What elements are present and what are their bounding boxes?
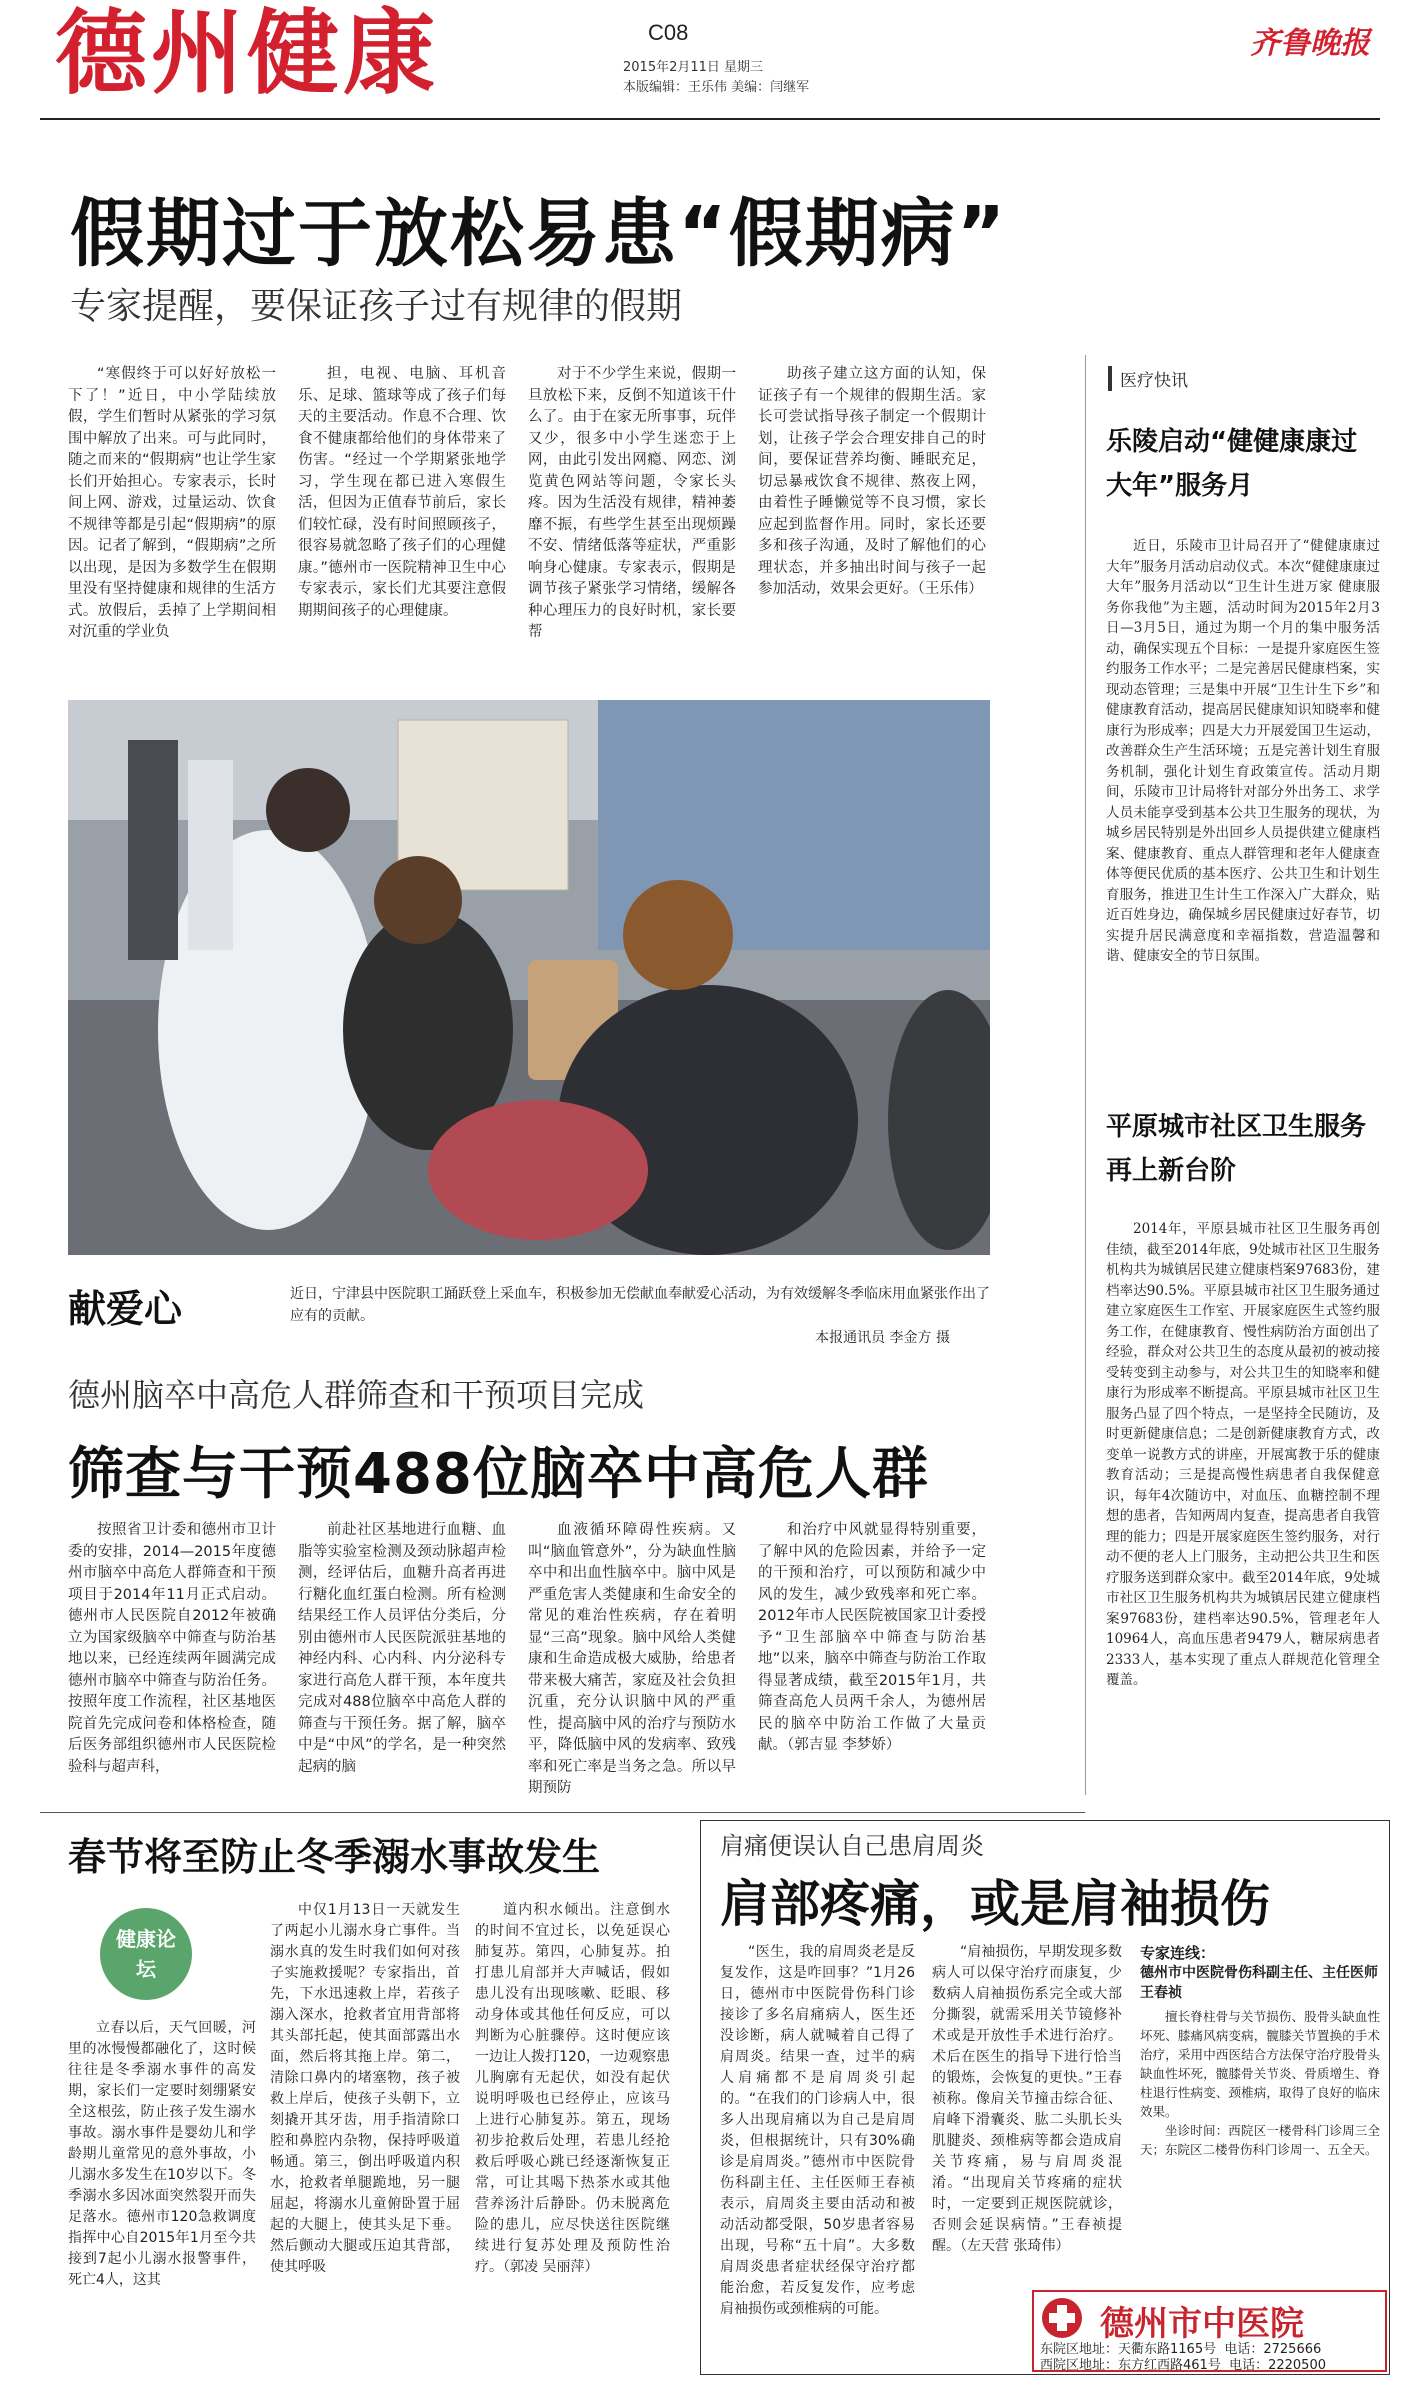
expert-panel: [1140, 1942, 1380, 2159]
lead-subhead: 专家提醒，要保证孩子过有规律的假期: [70, 286, 683, 327]
brief-item-leling: [1070, 420, 1380, 967]
shoulder-column-2: “肩袖损伤，早期发现多数病人可以保守治疗而康复，少数病人肩袖损伤系完全或大部分撕裂，就需采用关节镜修补术或是开放性手术进行治疗。术后在医生的指导下进行恰当的锻炼，会恢复的更快。”王春祯称。像肩关节撞击综合征、肩峰下滑囊炎、肱二头肌长头肌腱炎、颈椎病等都会造成肩关节疼痛，易与肩周炎混淆。“出现肩关节疼痛的症状时，一定要到正规医院就诊，否则会延误病情。”王春祯提醒。（左天营 张琦伟）: [932, 1944, 1122, 2254]
briefs-tag: 医疗快讯: [1108, 366, 1188, 391]
blood-donation-photo: [68, 700, 990, 1255]
issue-info: [623, 58, 809, 98]
hospital-logo-icon: [1040, 2296, 1084, 2340]
shoulder-subhead: 肩痛便误认自己患肩周炎: [720, 1832, 984, 1860]
brief-body: 近日，乐陵市卫计局召开了“健健康康过大年”服务月活动启动仪式。本次“健健康康过大年”服务月活动以“卫生计生进万家 健康服务你我他”为主题，活动时间为2015年2月3日—3月5日，通过为期一个月的集中服务活动，确保实现五个目标：一是提升家庭医生签约服务工作水平；二是完善居民健康档案，实现动态管理；三是集中开展“卫生计生下乡”和健康教育活动，提高居民健康知识知晓率和健康行为形成率；四是大力开展爱国卫生运动，改善群众生产生活环境；五是完善计划生育服务机制，强化计划生育政策宣传。活动月期间，乐陵市卫计局将针对部分外出务工、求学人员未能享受到基本公共卫生服务的现状，为城乡居民特别是外出回乡人员提供建立健康档案、健康教育、重点人群管理和老年人健康查体等便民优质的基本医疗、公共卫生和计划生育服务，推进卫生计生工作深入广大群众，贴近百姓身边，确保城乡居民健康过好春节，切实提升居民满意度和幸福指数，营造温馨和谐、健康安全的节日氛围。: [1106, 538, 1380, 964]
issue-editors: 本版编辑：王乐伟 美编：闫继军: [623, 80, 810, 95]
brief-item-pingyuan: [1070, 1105, 1380, 1691]
hospital-address: [1040, 2342, 1326, 2374]
lead-column-2: 担，电视、电脑、耳机音乐、足球、篮球等成了孩子们每天的主要活动。作息不合理、饮食不健康都给他们的身体带来了伤害。“经过一个学期紧张地学习，学生现在都已进入寒假生活，但因为正值春节前后，家长们较忙碌，没有时间照顾孩子，很容易就忽略了孩子们的心理健康。”德州市一医院精神卫生中心专家表示，家长们尤其要注意假期期间孩子的心理健康。: [298, 366, 506, 619]
hospital-east-phone: 电话：2725666: [1224, 2342, 1322, 2357]
section-rule: [40, 1812, 1085, 1813]
hospital-west-address: 西院区地址：东方红西路461号: [1040, 2358, 1221, 2373]
drowning-column-1: 立春以后，天气回暖，河里的冰慢慢都融化了，这时候往往是冬季溺水事件的高发期，家长们一定要时刻绷紧安全这根弦，防止孩子发生溺水事故。溺水事件是婴幼儿和学龄期儿童常见的意外事故，小儿溺水多发生在10岁以下。冬季溺水多因冰面突然裂开而失足落水。德州市120急救调度指挥中心自2015年1月至今共接到7起小儿溺水报警事件，死亡4人，这其: [68, 2020, 256, 2288]
stroke-column-1: 按照省卫计委和德州市卫计委的安排，2014—2015年度德州市脑卒中高危人群筛查和干预项目于2014年11月正式启动。德州市人民医院自2012年被确立为国家级脑卒中筛查与防治基地以来，已经连续两年圆满完成德州市脑卒中筛查与防治任务。按照年度工作流程，社区基地医院首先完成问卷和体格检查，随后医务部组织德州市人民医院检验科与超声科，: [68, 1522, 276, 1775]
issue-date: 2015年2月11日 星期三: [623, 60, 764, 75]
expert-bio: 擅长脊柱骨与关节损伤、股骨头缺血性坏死、膝痛风病变病，髋膝关节置换的手术治疗，采用中西医结合方法保守治疗股骨头缺血性坏死，髋膝骨关节炎、骨质增生、脊柱退行性病变、颈椎病，取得了良好的临床效果。: [1140, 2009, 1380, 2119]
hospital-west-phone: 电话：2220500: [1229, 2358, 1326, 2373]
lead-column-3: 对于不少学生来说，假期一旦放松下来，反倒不知道该干什么了。由于在家无所事事，玩伴又少，很多中小学生迷恋于上网，由此引发出网瘾、网恋、浏览黄色网站等问题，令家长头疼。因为生活没有规律，精神萎靡不振，有些学生甚至出现烦躁不安、情绪低落等症状，严重影响身心健康。专家表示，假期是调节孩子紧张学习情绪，缓解各种心理压力的良好时机，家长要帮: [528, 366, 736, 640]
badge-label: 健康论坛: [116, 1927, 176, 1981]
page-number: C08: [648, 20, 689, 45]
photo-credit: 本报通讯员 李金方 摄: [815, 1330, 950, 1346]
newspaper-logo: 齐鲁晚报: [1250, 26, 1370, 61]
hospital-east-address: 东院区地址：天衢东路1165号: [1040, 2342, 1217, 2357]
stroke-column-4: 和治疗中风就显得特别重要，了解中风的危险因素，并给予一定的干预和治疗，可以预防和减少中风的发生，减少致残率和死亡率。2012年市人民医院被国家卫计委授予“卫生部脑卒中筛查与防治基地”以来，脑卒中筛查与防治工作取得显著成绩，截至2015年1月，共筛查高危人员两千余人，为德州居民的脑卒中防治工作做了大量贡献。（郭吉显 李梦娇）: [758, 1522, 986, 1753]
lead-column-4: 助孩子建立这方面的认知，保证孩子有一个规律的假期生活。家长可尝试指导孩子制定一个假期计划，让孩子学会合理安排自己的时间，要保证营养均衡、睡眠充足，切忌暴戒饮食不规律、熬夜上网，由着性子睡懒觉等不良习惯，家长应起到监督作用。同时，家长还要多和孩子沟通，及时了解他们的心理状态，并多抽出时间与孩子一起参加活动，效果会更好。（王乐伟）: [758, 366, 986, 597]
drowning-column-3: 道内积水倾出。注意倒水的时间不宜过长，以免延误心肺复苏。第四，心肺复苏。拍打患儿肩部并大声喊话，假如患儿没有出现咳嗽、眨眼、移动身体或其他任何反应，可以判断为心脏骤停。这时便应该一边让人拨打120，一边观察患儿胸廓有无起伏，如没有起伏说明呼吸也已经停止，应该马上进行心肺复苏。第五，现场初步抢救后处理，若患儿经抢救后呼吸心跳已经逐渐恢复正常，可让其喝下热茶水或其他营养汤汁后静卧。仍未脱离危险的患儿，应尽快送往医院继续进行复苏处理及预防性治疗。（郭凌 吴丽萍）: [475, 1902, 670, 2275]
drowning-column-2: 中仅1月13日一天就发生了两起小儿溺水身亡事件。当溺水真的发生时我们如何对孩子实施救援呢？专家指出，首先，下水迅速救上岸，若孩子溺入深水，抢救者宜用背部将其头部托起，使其面部露出水面，然后将其拖上岸。第二，清除口鼻内的堵塞物，孩子被救上岸后，使孩子头朝下，立刻撬开其牙齿，用手指清除口腔和鼻腔内杂物，保持呼吸道畅通。第三，倒出呼吸道内积水，抢救者单腿跪地，另一腿屈起，将溺水儿童俯卧置于屈起的大腿上，使其头足下垂。然后颤动大腿或压迫其背部，使其呼吸: [270, 1902, 460, 2275]
stroke-column-3: 血液循环障碍性疾病。又叫“脑血管意外”，分为缺血性脑卒中和出血性脑卒中。脑中风是严重危害人类健康和生命安全的常见的难治性疾病，存在着明显“三高”现象。脑中风给人类健康和生命造成极大威胁，给患者带来极大痛苦，家庭及社会负担沉重，充分认识脑中风的严重性，提高脑中风的治疗与预防水平，降低脑中风的发病率、致残率和死亡率是当务之急。所以早期预防: [528, 1522, 736, 1796]
masthead-title: 德州健康: [55, 0, 440, 107]
masthead-rule: [40, 118, 1380, 120]
stroke-subhead: 德州脑卒中高危人群筛查和干预项目完成: [68, 1376, 645, 1414]
photo-caption-text: 近日，宁津县中医院职工踊跃登上采血车，积极参加无偿献血奉献爱心活动，为有效缓解冬季临床用血紧张作出了应有的贡献。: [290, 1286, 990, 1324]
brief-body: 2014年，平原县城市社区卫生服务再创佳绩，截至2014年底，9处城市社区卫生服务机构共为城镇居民建立健康档案97683份，建档率达90.5%。平原县城市社区卫生服务通过建立家庭医生工作室、开展家庭医生式签约服务工作，在健康教育、慢性病防治方面创出了经验，群众对公共卫生的态度从最初的被动接受转变到主动参与，对公共卫生的知晓率和健康行为形成率不断提高。平原县城市社区卫生服务凸显了四个特点，一是坚持全民随访，及时更新健康信息；二是创新健康教育方式，改变单一说教方式的讲座，开展寓教于乐的健康教育活动；三是提高慢性病患者自我保健意识，每年4次随访中，对血压、血糖控制不理想的患者，告知两周内复查，提高患者自我管理的能力；四是开展家庭医生签约服务，对行动不便的老人上门服务，主动把公共卫生和医疗服务送到群众家中。截至2014年底，9处城市社区卫生服务机构共为城镇居民建立健康档案97683份，建档率达90.5%，管理老年人10964人，高血压患者9479人，糖尿病患者2333人，基本实现了重点人群规范化管理全覆盖。: [1106, 1221, 1380, 1688]
photo-illustration: [68, 700, 990, 1255]
health-forum-badge: [100, 1908, 192, 2000]
expert-label: 专家连线：: [1140, 1944, 1216, 1962]
stroke-column-2: 前赴社区基地进行血糖、血脂等实验室检测及颈动脉超声检测，经评估后，血糖升高者再进行糖化血红蛋白检测。所有检测结果经工作人员评估分类后，分别由德州市人民医院派驻基地的神经内科、心内科、内分泌科专家进行高危人群干预，本年度共完成对488位脑卒中高危人群的筛查与干预任务。据了解，脑卒中是“中风”的学名，是一种突然起病的脑: [298, 1522, 506, 1775]
hospital-name: 德州市中医院: [1100, 2304, 1304, 2344]
brief-title: 平原城市社区卫生服务再上新台阶: [1106, 1112, 1367, 1186]
brief-title: 乐陵启动“健健康康过大年”服务月: [1106, 427, 1358, 501]
expert-schedule: 坐诊时间：西院区一楼骨科门诊周三全天；东院区二楼骨伤科门诊周一、五全天。: [1140, 2123, 1380, 2157]
photo-caption: [290, 1283, 990, 1349]
lead-column-1: “寒假终于可以好好放松一下了！”近日，中小学陆续放假，学生们暂时从紧张的学习氛围中解放了出来。可与此同时，随之而来的“假期病”也让学生家长们开始担心。专家表示，长时间上网、游戏，过量运动、饮食不规律等都是引起“假期病”的原因。记者了解到，“假期病”之所以出现，是因为多数学生在假期里没有坚持健康和规律的生活方式。放假后，丢掉了上学期间相对沉重的学业负: [68, 366, 276, 640]
photo-title: 献爱心: [68, 1287, 183, 1331]
drowning-headline: 春节将至防止冬季溺水事故发生: [68, 1835, 601, 1879]
shoulder-column-1: “医生，我的肩周炎老是反复发作，这是咋回事？”1月26日，德州市中医院骨伤科门诊接诊了多名肩痛病人，医生还没诊断，病人就喊着自己得了肩周炎。结果一查，过半的病人肩痛都不是肩周炎引起的。“在我们的门诊病人中，很多人出现肩痛以为自己是肩周炎，但根据统计，只有30%确诊是肩周炎。”德州市中医院骨伤科副主任、主任医师王春祯表示，肩周炎主要由活动和被动活动都受限，50岁患者容易出现，号称“五十肩”。大多数肩周炎患者症状经保守治疗都能治愈，若反复发作，应考虑肩袖损伤或颈椎病的可能。: [720, 1944, 915, 2317]
shoulder-headline: 肩部疼痛，或是肩袖损伤: [720, 1875, 1270, 1933]
lead-headline: 假期过于放松易患“假期病”: [70, 191, 1008, 277]
expert-name: 德州市中医院骨伤科副主任、主任医师 王春祯: [1140, 1965, 1378, 2001]
stroke-headline: 筛查与干预488位脑卒中高危人群: [68, 1442, 929, 1507]
